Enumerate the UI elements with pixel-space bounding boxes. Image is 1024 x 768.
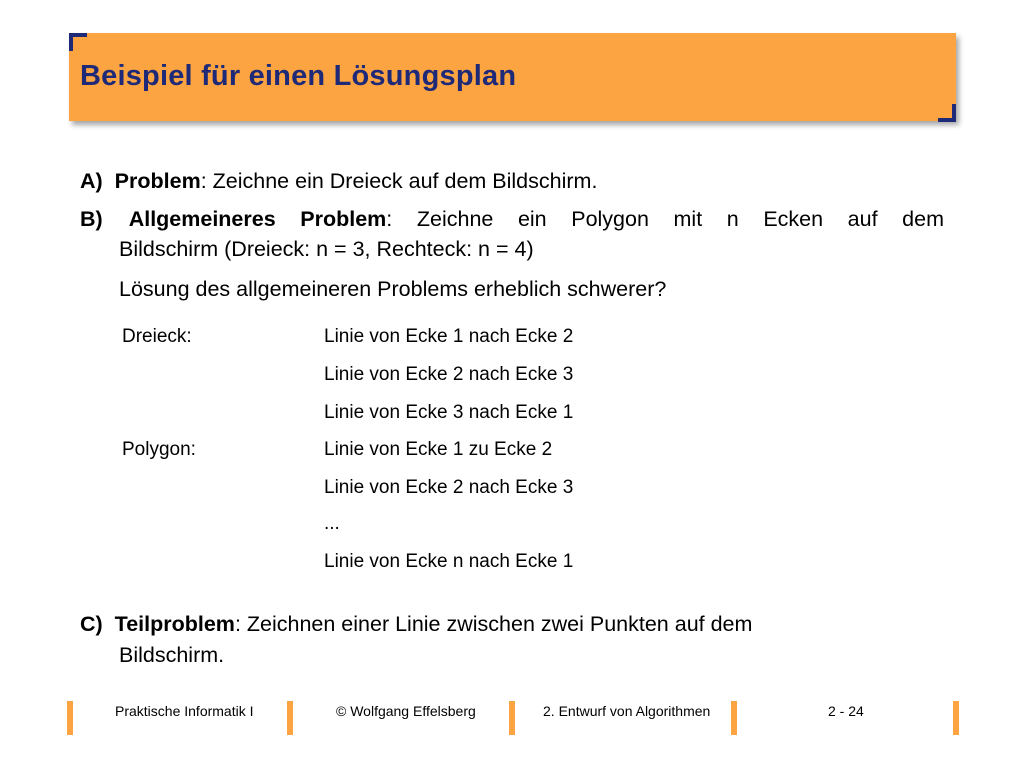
item-b-label: B) bbox=[80, 207, 103, 231]
footer-course: Praktische Informatik I bbox=[115, 703, 254, 719]
solution-line: Linie von Ecke n nach Ecke 1 bbox=[324, 551, 574, 572]
solution-line: Linie von Ecke 1 zu Ecke 2 bbox=[324, 439, 553, 460]
item-c-text2: Bildschirm. bbox=[119, 643, 225, 667]
solution-line: Linie von Ecke 1 nach Ecke 2 bbox=[324, 326, 574, 347]
solution-line: Linie von Ecke 3 nach Ecke 1 bbox=[324, 402, 574, 423]
footer-divider bbox=[953, 701, 959, 735]
footer-divider bbox=[287, 701, 293, 735]
footer-divider bbox=[67, 701, 73, 735]
item-b-question: Lösung des allgemeineren Problems erheblich schwerer? bbox=[119, 277, 667, 301]
footer-author: © Wolfgang Effelsberg bbox=[336, 703, 476, 719]
solution-line: ... bbox=[324, 513, 340, 534]
solution-label-polygon: Polygon: bbox=[122, 439, 196, 460]
item-c-bold: Teilproblem bbox=[114, 612, 235, 636]
footer-chapter: 2. Entwurf von Algorithmen bbox=[543, 703, 711, 719]
item-c-label: C) bbox=[80, 612, 103, 636]
solution-line: Linie von Ecke 2 nach Ecke 3 bbox=[324, 477, 574, 498]
slide-title: Beispiel für einen Lösungsplan bbox=[80, 60, 517, 92]
item-c-text1: : Zeichnen einer Linie zwischen zwei Punkten auf dem bbox=[234, 612, 753, 636]
item-c bbox=[80, 609, 752, 639]
solution-label-dreieck: Dreieck: bbox=[122, 326, 192, 347]
item-a-text: : Zeichne ein Dreieck auf dem Bildschirm. bbox=[200, 169, 598, 193]
item-b bbox=[80, 204, 944, 234]
item-a-bold: Problem bbox=[114, 169, 201, 193]
footer-divider bbox=[509, 701, 515, 735]
item-b-bold: Allgemeineres Problem bbox=[128, 207, 387, 231]
item-b-text2: Bildschirm (Dreieck: n = 3, Rechteck: n = 4) bbox=[119, 237, 534, 261]
item-a bbox=[80, 166, 597, 196]
title-corner-bottom-right bbox=[938, 104, 956, 122]
item-b-text1: : Zeichne ein Polygon mit n Ecken auf dem bbox=[386, 207, 944, 231]
footer-divider bbox=[731, 701, 737, 735]
item-a-label: A) bbox=[80, 169, 103, 193]
solution-line: Linie von Ecke 2 nach Ecke 3 bbox=[324, 364, 574, 385]
footer-page-number: 2 - 24 bbox=[828, 703, 864, 719]
title-corner-top-left bbox=[69, 33, 87, 51]
